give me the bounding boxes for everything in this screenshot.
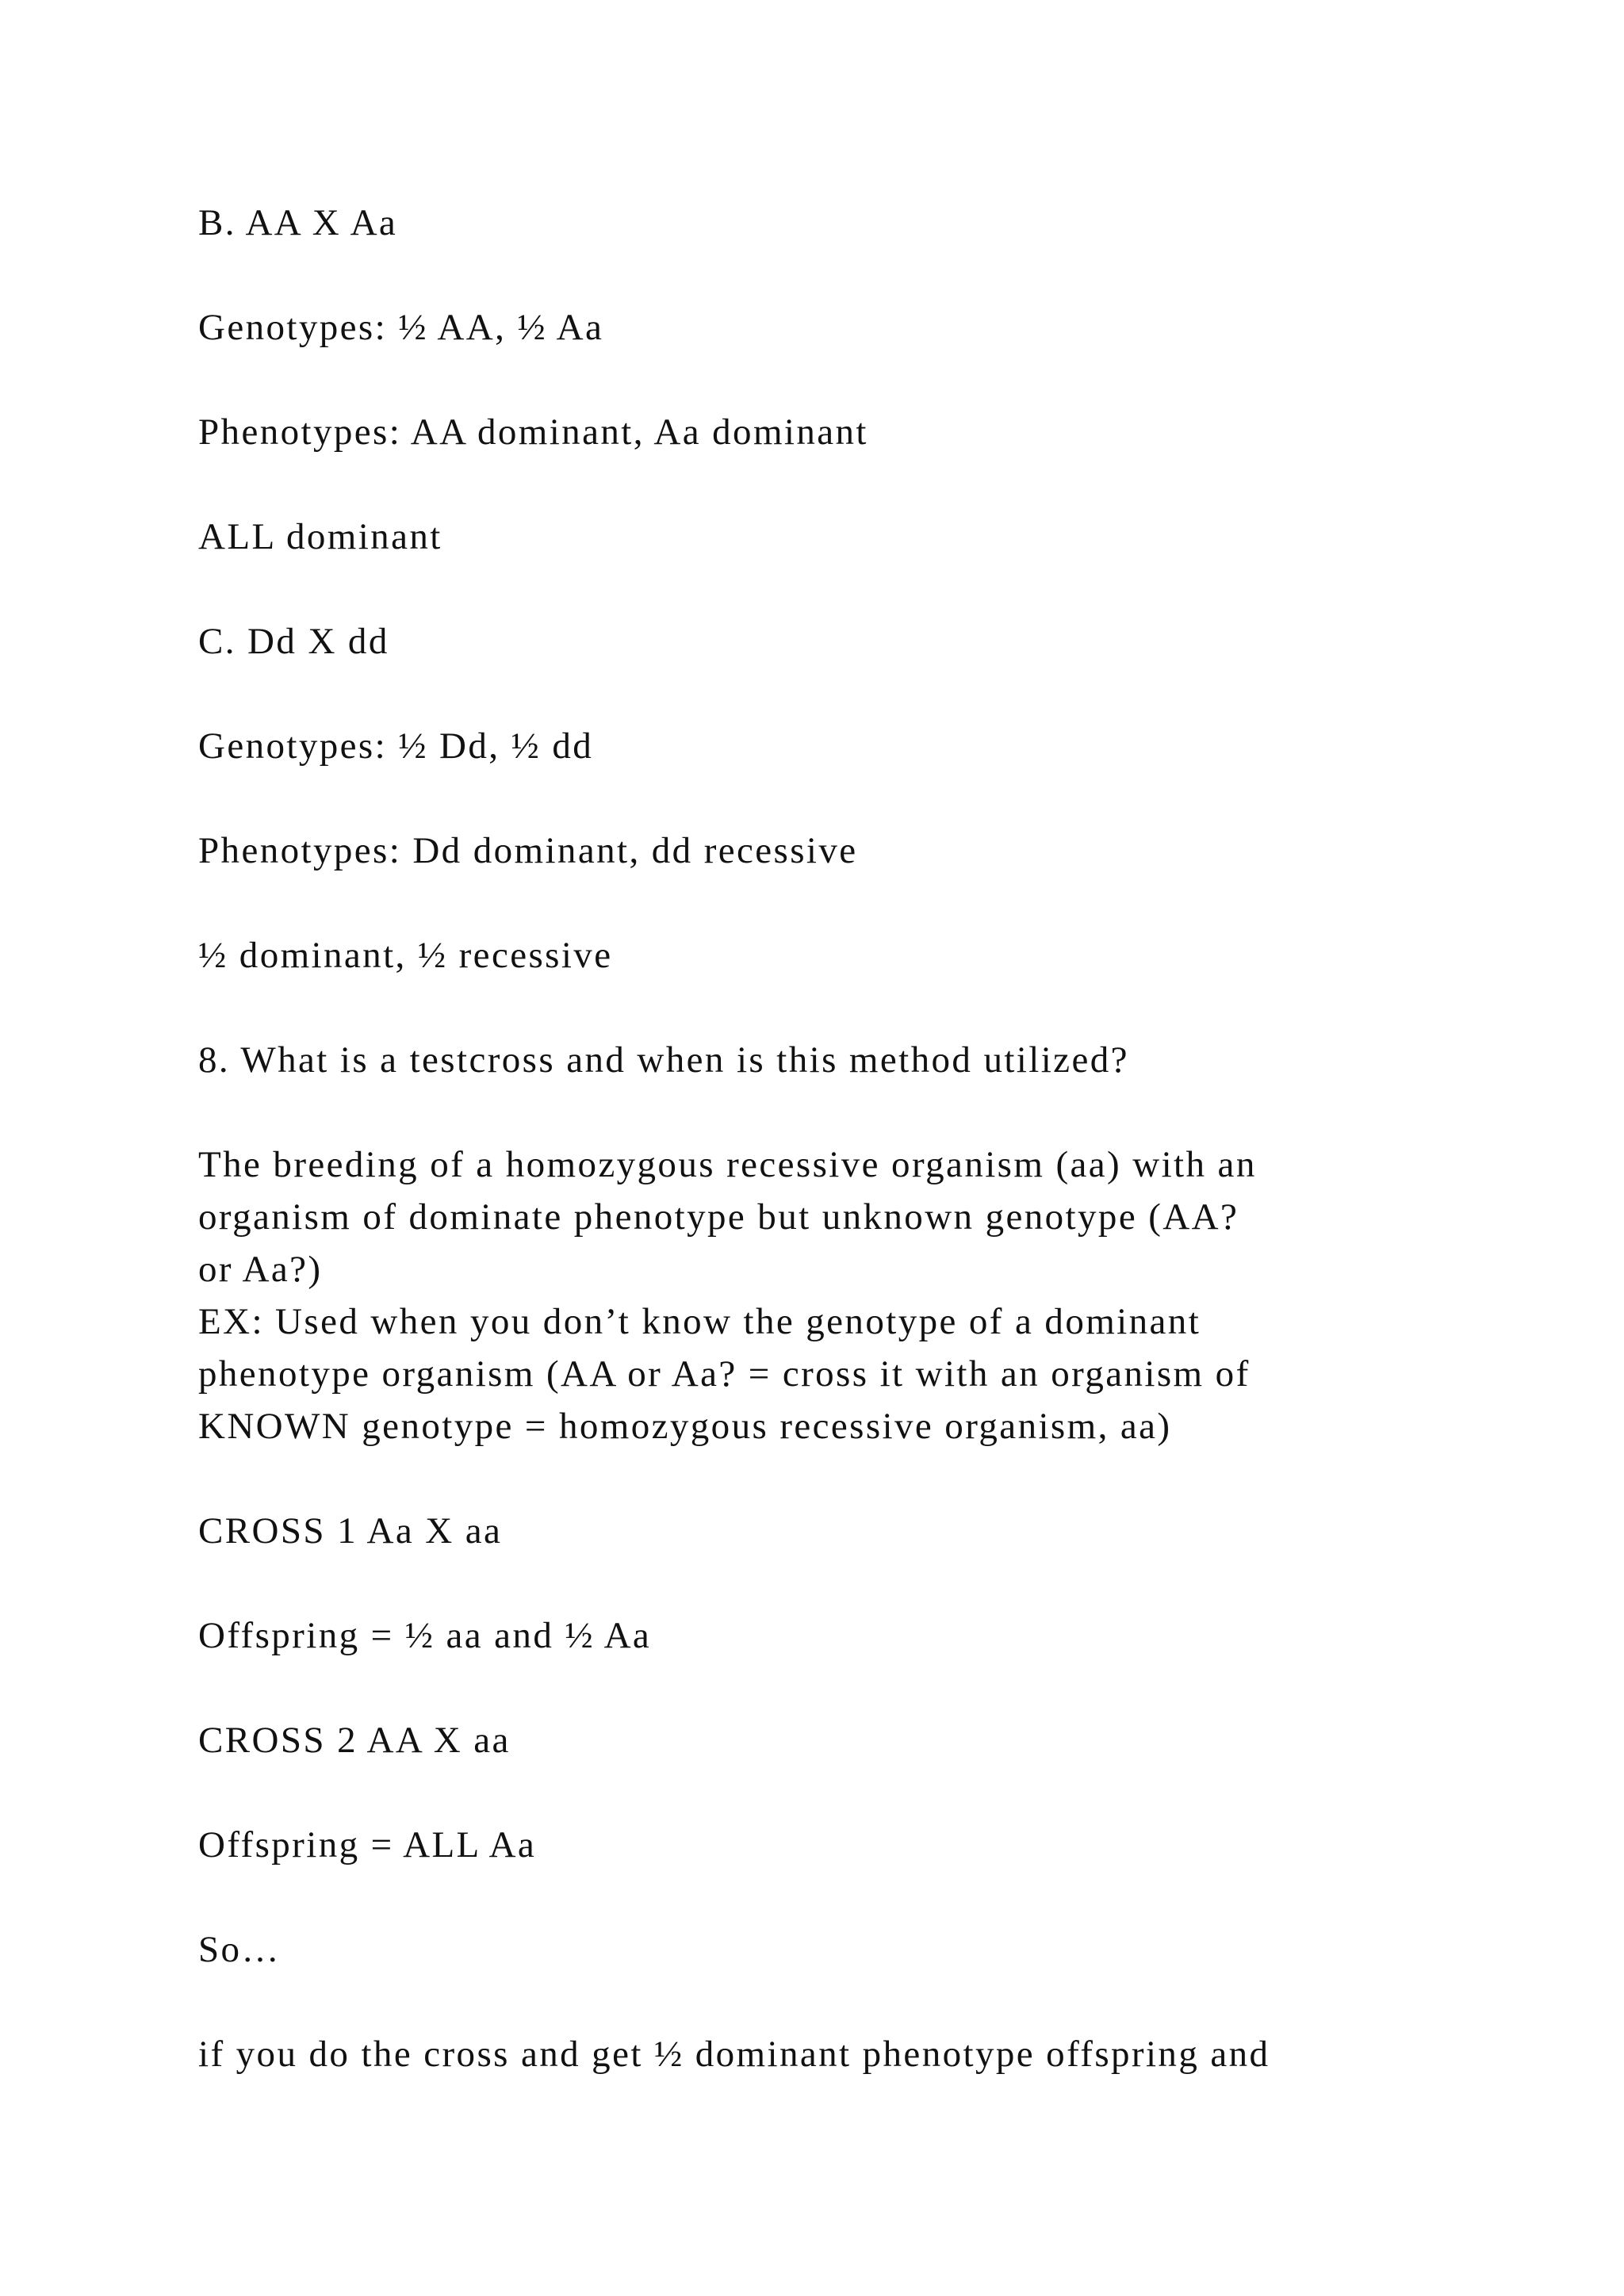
cross-c-phenotypes: Phenotypes: Dd dominant, dd recessive [198,830,858,871]
example-line-2: phenotype organism (AA or Aa? = cross it with an organism of [198,1353,1251,1395]
cross-2-offspring: Offspring = ALL Aa [198,1824,537,1866]
cross-1-heading: CROSS 1 Aa X aa [198,1510,503,1552]
answer-line-1: The breeding of a homozygous recessive organism (aa) with an [198,1144,1257,1185]
answer-line-3: or Aa?) [198,1249,323,1290]
conclusion-line: if you do the cross and get ½ dominant phenotype offspring and [198,2034,1270,2075]
answer-line-2: organism of dominate phenotype but unknown genotype (AA? [198,1196,1239,1238]
cross-b-phenotypes: Phenotypes: AA dominant, Aa dominant [198,411,868,453]
so-line: So… [198,1929,281,1970]
cross-1-offspring: Offspring = ½ aa and ½ Aa [198,1615,652,1656]
cross-c-genotypes: Genotypes: ½ Dd, ½ dd [198,725,594,767]
question-8: 8. What is a testcross and when is this method utilized? [198,1039,1129,1081]
cross-c-heading: C. Dd X dd [198,621,389,662]
cross-2-heading: CROSS 2 AA X aa [198,1720,511,1761]
cross-b-result: ALL dominant [198,516,442,557]
cross-b-genotypes: Genotypes: ½ AA, ½ Aa [198,307,604,348]
cross-c-result: ½ dominant, ½ recessive [198,935,613,976]
example-line-3: KNOWN genotype = homozygous recessive organism, aa) [198,1406,1172,1447]
cross-b-heading: B. AA X Aa [198,202,398,243]
example-line-1: EX: Used when you don’t know the genotype of a dominant [198,1301,1201,1342]
